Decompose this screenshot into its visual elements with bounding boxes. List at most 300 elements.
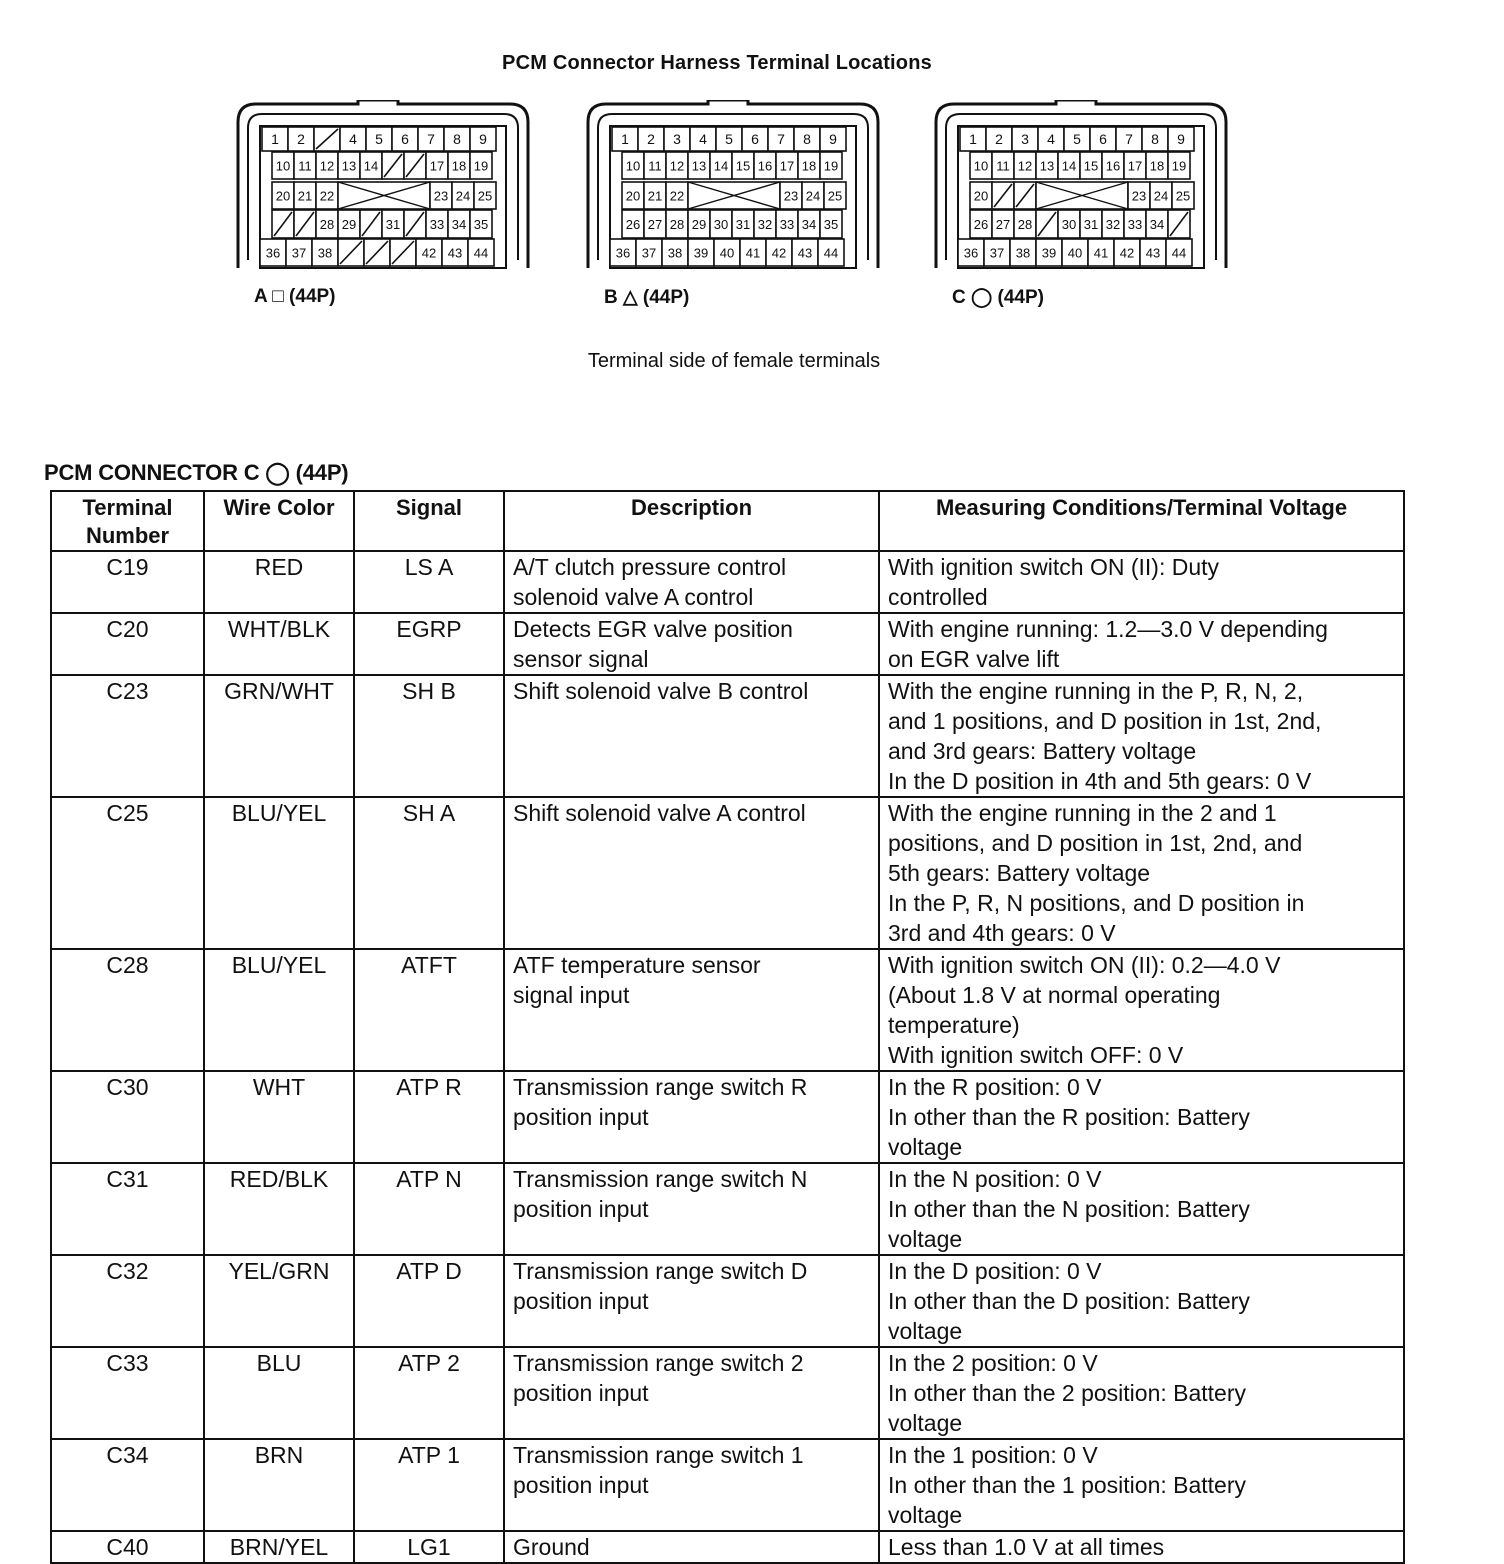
description-line: Transmission range switch N: [513, 1166, 808, 1192]
cell-terminal: C19: [51, 551, 204, 613]
cell-description: [504, 1255, 879, 1347]
terminal-36: [260, 239, 286, 266]
condition-line: voltage: [888, 1502, 963, 1528]
svg-text:44: 44: [1171, 245, 1187, 261]
terminal-19: [1168, 152, 1190, 179]
cell-terminal: C33: [51, 1347, 204, 1439]
condition-line: With ignition switch OFF: 0 V: [888, 1042, 1184, 1068]
svg-text:33: 33: [1127, 217, 1143, 232]
svg-text:31: 31: [735, 217, 751, 232]
cell-description: [504, 613, 879, 675]
cell-description: [504, 949, 879, 1071]
description-line: position input: [513, 1196, 649, 1222]
svg-text:19: 19: [473, 158, 489, 174]
cell-description: [504, 1071, 879, 1163]
terminal-42: [416, 239, 442, 266]
svg-text:24: 24: [1153, 188, 1169, 204]
empty-terminal: [404, 152, 426, 179]
svg-text:38: 38: [667, 245, 683, 261]
terminal-32: [754, 210, 776, 238]
condition-line: (About 1.8 V at normal operating: [888, 982, 1221, 1008]
terminal-37: [636, 239, 662, 266]
svg-text:8: 8: [1151, 131, 1159, 147]
cell-signal: ATP 1: [354, 1439, 504, 1531]
terminal-43: [1140, 239, 1166, 266]
empty-terminal: [1014, 182, 1036, 209]
terminal-41: [740, 239, 766, 266]
terminal-7: [1116, 127, 1142, 151]
empty-terminal: [272, 210, 294, 238]
condition-line: In the P, R, N positions, and D position in: [888, 890, 1305, 916]
cell-wire-color: YEL/GRN: [204, 1255, 354, 1347]
svg-text:36: 36: [963, 245, 979, 261]
svg-text:40: 40: [1067, 245, 1083, 261]
condition-line: With ignition switch ON (II): Duty: [888, 554, 1220, 580]
terminal-29: [688, 210, 710, 238]
svg-text:37: 37: [641, 245, 657, 261]
condition-line: In other than the R position: Battery: [888, 1104, 1250, 1130]
svg-text:14: 14: [363, 158, 379, 174]
condition-line: In the 1 position: 0 V: [888, 1442, 1098, 1468]
terminal-5: [716, 127, 742, 151]
terminal-2: [638, 127, 664, 151]
condition-line: In the D position: 0 V: [888, 1258, 1102, 1284]
cell-description: [504, 1347, 879, 1439]
svg-text:18: 18: [1149, 158, 1165, 174]
terminal-23: [780, 182, 802, 209]
svg-text:22: 22: [319, 188, 335, 204]
condition-line: on EGR valve lift: [888, 646, 1060, 672]
svg-text:41: 41: [745, 245, 761, 261]
svg-text:5: 5: [375, 131, 383, 147]
terminal-24: [802, 182, 824, 209]
svg-text:7: 7: [427, 131, 435, 147]
table-row: [51, 613, 1404, 675]
svg-text:28: 28: [319, 217, 335, 232]
svg-text:16: 16: [1105, 158, 1121, 174]
table-row: [51, 1255, 1404, 1347]
svg-text:23: 23: [1131, 188, 1147, 204]
svg-text:28: 28: [669, 217, 685, 232]
svg-text:30: 30: [1061, 217, 1077, 232]
terminal-12: [316, 152, 338, 179]
cell-wire-color: BLU: [204, 1347, 354, 1439]
blank-cavity: [338, 182, 430, 209]
svg-text:41: 41: [1093, 245, 1109, 261]
svg-text:28: 28: [1017, 217, 1033, 232]
svg-text:39: 39: [1041, 245, 1057, 261]
terminal-10: [272, 152, 294, 179]
svg-text:34: 34: [1149, 217, 1165, 232]
header-terminal-number: Terminal Number: [51, 491, 204, 551]
svg-text:2: 2: [647, 131, 655, 147]
connector-b-diagram: [582, 100, 884, 277]
svg-text:11: 11: [996, 158, 1010, 174]
svg-text:25: 25: [1175, 188, 1191, 204]
svg-text:17: 17: [1127, 158, 1143, 174]
terminal-6: [392, 127, 418, 151]
terminal-44: [468, 239, 494, 266]
svg-text:29: 29: [341, 217, 357, 232]
terminal-13: [338, 152, 360, 179]
terminal-32: [1102, 210, 1124, 238]
condition-line: With the engine running in the P, R, N, 2,: [888, 678, 1304, 704]
svg-text:44: 44: [473, 245, 489, 261]
terminal-9: [470, 127, 496, 151]
connector-a-diagram: [232, 100, 534, 277]
terminal-25: [824, 182, 846, 209]
table-row: [51, 797, 1404, 949]
svg-text:35: 35: [823, 217, 839, 232]
terminal-43: [442, 239, 468, 266]
cell-terminal: C32: [51, 1255, 204, 1347]
table-row: [51, 1347, 1404, 1439]
terminal-14: [360, 152, 382, 179]
connector-a-label: A □ (44P): [254, 286, 336, 307]
terminal-11: [294, 152, 316, 179]
terminal-4: [690, 127, 716, 151]
terminal-3: [664, 127, 690, 151]
terminal-34: [448, 210, 470, 238]
svg-text:4: 4: [1047, 131, 1055, 147]
terminal-12: [666, 152, 688, 179]
svg-text:19: 19: [1171, 158, 1187, 174]
svg-text:24: 24: [455, 188, 471, 204]
terminal-36: [610, 239, 636, 266]
svg-text:12: 12: [669, 158, 685, 174]
terminal-20: [272, 182, 294, 209]
terminal-20: [622, 182, 644, 209]
cell-description: [504, 551, 879, 613]
table-row: [51, 551, 1404, 613]
description-line: ATF temperature sensor: [513, 952, 761, 978]
cell-description: [504, 1163, 879, 1255]
terminal-7: [418, 127, 444, 151]
description-line: Shift solenoid valve A control: [513, 800, 806, 826]
terminal-33: [1124, 210, 1146, 238]
terminal-31: [732, 210, 754, 238]
description-line: position input: [513, 1288, 649, 1314]
svg-text:25: 25: [477, 188, 493, 204]
empty-terminal: [992, 182, 1014, 209]
terminal-33: [776, 210, 798, 238]
terminal-44: [1166, 239, 1192, 266]
terminal-table: [50, 490, 1405, 1564]
cell-terminal: C23: [51, 675, 204, 797]
cell-wire-color: BLU/YEL: [204, 949, 354, 1071]
terminal-4: [340, 127, 366, 151]
svg-text:35: 35: [473, 217, 489, 232]
svg-text:36: 36: [265, 245, 281, 261]
svg-text:10: 10: [973, 158, 989, 174]
empty-terminal: [390, 239, 416, 266]
cell-conditions: [879, 1531, 1404, 1563]
svg-text:9: 9: [479, 131, 487, 147]
terminal-2: [288, 127, 314, 151]
terminal-43: [792, 239, 818, 266]
terminal-17: [426, 152, 448, 179]
terminal-10: [622, 152, 644, 179]
svg-text:12: 12: [319, 158, 335, 174]
cell-wire-color: RED/BLK: [204, 1163, 354, 1255]
svg-text:9: 9: [829, 131, 837, 147]
section-title: PCM CONNECTOR C ◯ (44P): [44, 460, 349, 485]
cell-signal: EGRP: [354, 613, 504, 675]
svg-text:21: 21: [647, 188, 663, 204]
description-line: Transmission range switch R: [513, 1074, 808, 1100]
description-line: signal input: [513, 982, 630, 1008]
condition-line: In other than the 1 position: Battery: [888, 1472, 1247, 1498]
terminal-37: [286, 239, 312, 266]
table-row: [51, 1071, 1404, 1163]
terminal-37: [984, 239, 1010, 266]
svg-text:5: 5: [725, 131, 733, 147]
svg-text:4: 4: [699, 131, 707, 147]
svg-text:29: 29: [691, 217, 707, 232]
table-row: [51, 1439, 1404, 1531]
condition-line: voltage: [888, 1226, 963, 1252]
svg-text:42: 42: [421, 245, 437, 261]
description-line: Detects EGR valve position: [513, 616, 793, 642]
terminal-40: [714, 239, 740, 266]
svg-text:34: 34: [801, 217, 817, 232]
terminal-13: [688, 152, 710, 179]
svg-text:1: 1: [271, 131, 279, 147]
blank-cavity: [688, 182, 780, 209]
connector-b-label: B △ (44P): [604, 287, 690, 308]
cell-terminal: C20: [51, 613, 204, 675]
svg-text:31: 31: [1083, 217, 1099, 232]
terminal-25: [1172, 182, 1194, 209]
empty-terminal: [314, 127, 340, 151]
terminal-30: [1058, 210, 1080, 238]
svg-text:14: 14: [1061, 158, 1077, 174]
terminal-11: [644, 152, 666, 179]
cell-signal: SH B: [354, 675, 504, 797]
svg-text:8: 8: [453, 131, 461, 147]
empty-terminal: [360, 210, 382, 238]
table-header-row: [51, 491, 1404, 551]
terminal-14: [710, 152, 732, 179]
terminal-31: [382, 210, 404, 238]
terminal-13: [1036, 152, 1058, 179]
svg-text:7: 7: [1125, 131, 1133, 147]
terminal-9: [1168, 127, 1194, 151]
terminal-2: [986, 127, 1012, 151]
svg-text:43: 43: [797, 245, 813, 261]
svg-text:15: 15: [1083, 158, 1099, 174]
svg-text:2: 2: [297, 131, 305, 147]
condition-line: In the N position: 0 V: [888, 1166, 1102, 1192]
terminal-19: [820, 152, 842, 179]
description-line: position input: [513, 1472, 649, 1498]
svg-text:43: 43: [447, 245, 463, 261]
svg-text:13: 13: [341, 158, 357, 174]
page-title: PCM Connector Harness Terminal Locations: [502, 52, 932, 74]
empty-terminal: [364, 239, 390, 266]
condition-line: 3rd and 4th gears: 0 V: [888, 920, 1116, 946]
svg-text:39: 39: [693, 245, 709, 261]
cell-wire-color: WHT: [204, 1071, 354, 1163]
terminal-39: [688, 239, 714, 266]
svg-text:42: 42: [1119, 245, 1135, 261]
condition-line: voltage: [888, 1318, 963, 1344]
cell-conditions: [879, 797, 1404, 949]
terminal-31: [1080, 210, 1102, 238]
terminal-20: [970, 182, 992, 209]
svg-text:44: 44: [823, 245, 839, 261]
terminal-12: [1014, 152, 1036, 179]
terminal-1: [960, 127, 986, 151]
terminal-29: [338, 210, 360, 238]
cell-description: [504, 1531, 879, 1563]
svg-text:38: 38: [317, 245, 333, 261]
svg-text:6: 6: [751, 131, 759, 147]
cell-signal: ATFT: [354, 949, 504, 1071]
table-row: [51, 675, 1404, 797]
terminal-5: [1064, 127, 1090, 151]
terminal-8: [1142, 127, 1168, 151]
svg-text:23: 23: [433, 188, 449, 204]
cell-wire-color: GRN/WHT: [204, 675, 354, 797]
terminal-5: [366, 127, 392, 151]
empty-terminal: [294, 210, 316, 238]
cell-signal: LG1: [354, 1531, 504, 1563]
svg-text:16: 16: [757, 158, 773, 174]
svg-text:34: 34: [451, 217, 467, 232]
svg-text:17: 17: [429, 158, 445, 174]
svg-text:1: 1: [621, 131, 629, 147]
cell-conditions: [879, 1347, 1404, 1439]
cell-signal: ATP 2: [354, 1347, 504, 1439]
svg-text:7: 7: [777, 131, 785, 147]
cell-wire-color: WHT/BLK: [204, 613, 354, 675]
cell-conditions: [879, 1163, 1404, 1255]
cell-terminal: C30: [51, 1071, 204, 1163]
terminal-8: [794, 127, 820, 151]
svg-text:3: 3: [673, 131, 681, 147]
svg-text:17: 17: [779, 158, 795, 174]
connector-c-diagram: [930, 100, 1232, 281]
terminal-7: [768, 127, 794, 151]
terminal-8: [444, 127, 470, 151]
condition-line: In the 2 position: 0 V: [888, 1350, 1098, 1376]
terminal-21: [644, 182, 666, 209]
terminal-17: [1124, 152, 1146, 179]
condition-line: In other than the D position: Battery: [888, 1288, 1250, 1314]
condition-line: In the D position in 4th and 5th gears: 0 V: [888, 768, 1312, 794]
description-line: Transmission range switch 1: [513, 1442, 804, 1468]
cell-terminal: C40: [51, 1531, 204, 1563]
cell-description: [504, 1439, 879, 1531]
condition-line: temperature): [888, 1012, 1020, 1038]
terminal-38: [1010, 239, 1036, 266]
terminal-16: [1102, 152, 1124, 179]
description-line: Transmission range switch 2: [513, 1350, 804, 1376]
description-line: position input: [513, 1380, 649, 1406]
terminal-26: [970, 210, 992, 238]
table-row: [51, 1531, 1404, 1563]
svg-text:3: 3: [1021, 131, 1029, 147]
svg-text:5: 5: [1073, 131, 1081, 147]
terminal-42: [1114, 239, 1140, 266]
description-line: Shift solenoid valve B control: [513, 678, 809, 704]
svg-text:1: 1: [969, 131, 977, 147]
terminal-1: [262, 127, 288, 151]
svg-text:13: 13: [691, 158, 707, 174]
terminal-23: [1128, 182, 1150, 209]
cell-conditions: [879, 675, 1404, 797]
cell-wire-color: BLU/YEL: [204, 797, 354, 949]
cell-conditions: [879, 1439, 1404, 1531]
condition-line: and 1 positions, and D position in 1st, 2nd,: [888, 708, 1322, 734]
terminal-18: [798, 152, 820, 179]
description-line: sensor signal: [513, 646, 649, 672]
empty-terminal: [404, 210, 426, 238]
condition-line: voltage: [888, 1410, 963, 1436]
cell-terminal: C34: [51, 1439, 204, 1531]
empty-terminal: [382, 152, 404, 179]
condition-line: 5th gears: Battery voltage: [888, 860, 1151, 886]
svg-text:30: 30: [713, 217, 729, 232]
svg-text:25: 25: [827, 188, 843, 204]
cell-signal: ATP D: [354, 1255, 504, 1347]
terminal-28: [1014, 210, 1036, 238]
cell-description: [504, 797, 879, 949]
terminal-36: [958, 239, 984, 266]
cell-wire-color: RED: [204, 551, 354, 613]
terminal-18: [1146, 152, 1168, 179]
table-row: [51, 949, 1404, 1071]
svg-text:31: 31: [385, 217, 401, 232]
terminal-35: [470, 210, 492, 238]
svg-text:13: 13: [1039, 158, 1055, 174]
terminal-34: [1146, 210, 1168, 238]
svg-text:33: 33: [429, 217, 445, 232]
svg-text:23: 23: [783, 188, 799, 204]
header-conditions: Measuring Conditions/Terminal Voltage: [879, 491, 1404, 551]
svg-text:37: 37: [989, 245, 1005, 261]
condition-line: and 3rd gears: Battery voltage: [888, 738, 1197, 764]
condition-line: controlled: [888, 584, 988, 610]
diagram-caption: Terminal side of female terminals: [587, 350, 881, 372]
svg-text:40: 40: [719, 245, 735, 261]
svg-text:38: 38: [1015, 245, 1031, 261]
empty-terminal: [1168, 210, 1190, 238]
cell-signal: LS A: [354, 551, 504, 613]
terminal-28: [316, 210, 338, 238]
terminal-3: [1012, 127, 1038, 151]
terminal-41: [1088, 239, 1114, 266]
empty-terminal: [338, 239, 364, 266]
condition-line: positions, and D position in 1st, 2nd, and: [888, 830, 1303, 856]
svg-text:43: 43: [1145, 245, 1161, 261]
condition-line: With engine running: 1.2—3.0 V depending: [888, 616, 1328, 642]
condition-line: In other than the N position: Battery: [888, 1196, 1250, 1222]
svg-text:27: 27: [995, 217, 1011, 232]
terminal-22: [666, 182, 688, 209]
header-signal: Signal: [354, 491, 504, 551]
terminal-23: [430, 182, 452, 209]
svg-text:22: 22: [669, 188, 685, 204]
svg-text:18: 18: [801, 158, 817, 174]
terminal-28: [666, 210, 688, 238]
svg-text:9: 9: [1177, 131, 1185, 147]
description-line: Ground: [513, 1534, 590, 1560]
terminal-39: [1036, 239, 1062, 266]
svg-text:10: 10: [625, 158, 641, 174]
terminal-38: [312, 239, 338, 266]
